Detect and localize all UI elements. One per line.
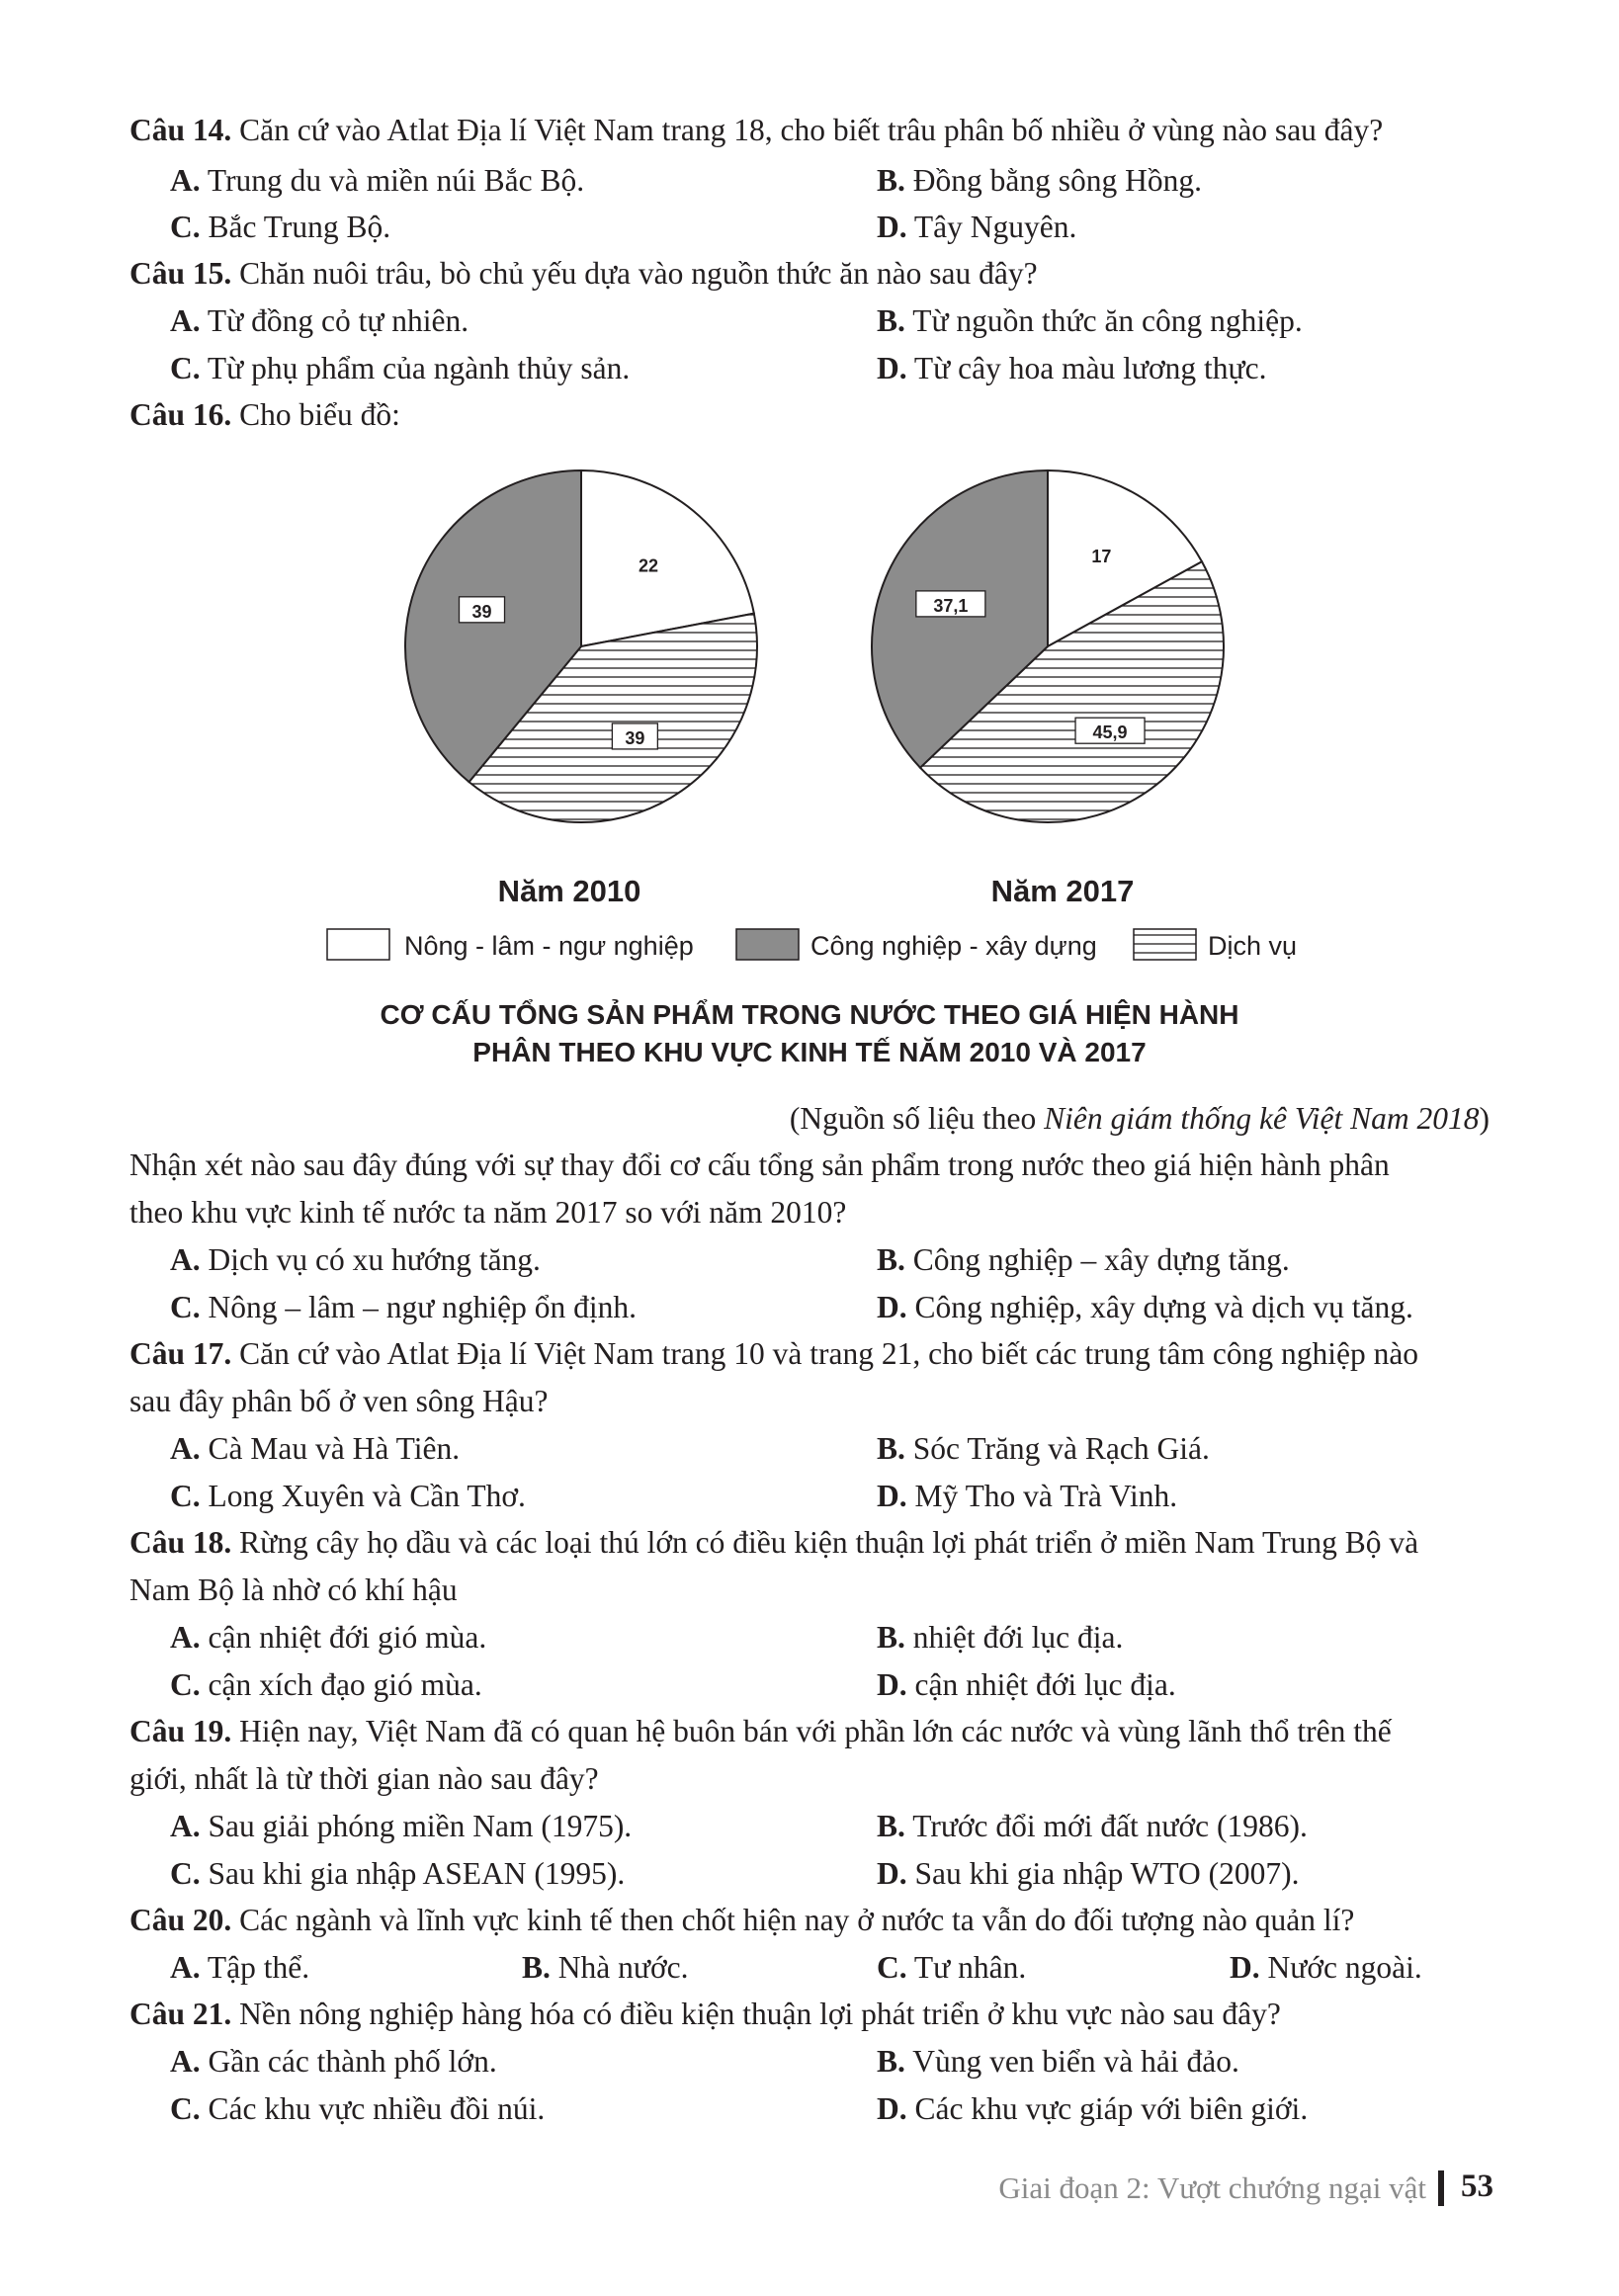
chart-caption-line1: CƠ CẤU TỔNG SẢN PHẨM TRONG NƯỚC THEO GIÁ HIỆN HÀNH (380, 999, 1239, 1030)
option-a: A. cận nhiệt đới gió mùa. (170, 1620, 487, 1655)
option-c: C. Long Xuyên và Cần Thơ. (170, 1479, 526, 1513)
data-label: 37,1 (933, 595, 969, 616)
option-b: B. Sóc Trăng và Rạch Giá. (877, 1431, 1210, 1466)
legend-label-cong-nghiep: Công nghiệp - xây dựng (810, 931, 1097, 961)
question-text: Căn cứ vào Atlat Địa lí Việt Nam trang 10 và trang 21, cho biết các trung tâm công nghiệp nào (231, 1336, 1419, 1371)
question-16-stem-line1: Nhận xét nào sau đây đúng với sự thay đổi cơ cấu tổng sản phẩm trong nước theo giá hiện hành phân (129, 1148, 1390, 1182)
question-text: Căn cứ vào Atlat Địa lí Việt Nam trang 18, cho biết trâu phân bố nhiều ở vùng nào sau đây? (231, 113, 1384, 147)
legend-label-nong-lam-ngu: Nông - lâm - ngư nghiệp (404, 931, 694, 961)
question-text: Chăn nuôi trâu, bò chủ yếu dựa vào nguồn thức ăn nào sau đây? (231, 256, 1038, 291)
question-label: Câu 15. (129, 256, 232, 291)
question-20 (129, 1901, 1503, 1940)
question-text: Rừng cây họ dầu và các loại thú lớn có điều kiện thuận lợi phát triển ở miền Nam Trung Bộ và (231, 1525, 1419, 1560)
option-a: A. Gần các thành phố lớn. (170, 2044, 497, 2079)
question-label: Câu 16. (129, 397, 232, 432)
data-label: 39 (625, 727, 645, 748)
option-a: A. Cà Mau và Hà Tiên. (170, 1431, 461, 1466)
option-d: D. Từ cây hoa màu lương thực. (877, 351, 1267, 385)
chart-source: (Nguồn số liệu theo Niên giám thống kê Việt Nam 2018) (789, 1101, 1490, 1136)
option-c: C. Bắc Trung Bộ. (170, 210, 391, 244)
option-a: A. Sau giải phóng miền Nam (1975). (170, 1809, 633, 1843)
option-d: D. Sau khi gia nhập WTO (2007). (877, 1856, 1300, 1891)
option-d: D. cận nhiệt đới lục địa. (877, 1667, 1176, 1702)
option-d: D. Các khu vực giáp với biên giới. (877, 2091, 1309, 2126)
pie-title-2010: Năm 2010 (497, 874, 641, 908)
question-text: Cho biểu đồ: (231, 397, 400, 432)
option-c: C. cận xích đạo gió mùa. (170, 1667, 482, 1702)
chart-caption-line2: PHÂN THEO KHU VỰC KINH TẾ NĂM 2010 VÀ 2017 (472, 1037, 1147, 1067)
option-d: D. Tây Nguyên. (877, 210, 1077, 244)
pie-title-2017: Năm 2017 (990, 874, 1135, 908)
option-b: B. Công nghiệp – xây dựng tăng. (877, 1242, 1290, 1277)
question-label: Câu 21. (129, 1997, 232, 2031)
option-b: B. Đồng bằng sông Hồng. (877, 163, 1203, 198)
option-b: B. Vùng ven biển và hải đảo. (877, 2044, 1239, 2079)
option-b: B. Nhà nước. (522, 1950, 689, 1985)
option-b: B. Từ nguồn thức ăn công nghiệp. (877, 303, 1303, 338)
question-text: Các ngành và lĩnh vực kinh tế then chốt hiện nay ở nước ta vẫn do đối tượng nào quản lí? (231, 1903, 1355, 1937)
question-21 (129, 1995, 1503, 2034)
question-17-line2: sau đây phân bố ở ven sông Hậu? (129, 1384, 549, 1418)
legend-swatch-dich-vu (1134, 929, 1196, 960)
option-c: C. Tư nhân. (877, 1950, 1027, 1985)
option-a: A. Tập thể. (170, 1950, 310, 1985)
pie-charts (0, 0, 1619, 988)
option-c: C. Sau khi gia nhập ASEAN (1995). (170, 1856, 626, 1891)
question-label: Câu 18. (129, 1525, 232, 1560)
option-a: A. Từ đồng cỏ tự nhiên. (170, 303, 469, 338)
legend-swatch-cong-nghiep (736, 929, 799, 960)
pies-group (405, 470, 1224, 822)
question-18 (129, 1523, 1503, 1563)
question-label: Câu 20. (129, 1903, 232, 1937)
question-label: Câu 19. (129, 1714, 232, 1748)
option-a: A. Dịch vụ có xu hướng tăng. (170, 1242, 541, 1277)
footer-divider (1438, 2170, 1444, 2206)
option-d: D. Nước ngoài. (1230, 1950, 1422, 1985)
data-label: 22 (639, 555, 659, 576)
option-d: D. Mỹ Tho và Trà Vinh. (877, 1479, 1178, 1513)
option-c: C. Nông – lâm – ngư nghiệp ổn định. (170, 1290, 638, 1324)
question-17 (129, 1334, 1503, 1374)
option-d: D. Công nghiệp, xây dựng và dịch vụ tăng. (877, 1290, 1413, 1324)
page-number: 53 (1461, 2168, 1493, 2204)
question-18-line2: Nam Bộ là nhờ có khí hậu (129, 1573, 458, 1607)
question-text: Hiện nay, Việt Nam đã có quan hệ buôn bán với phần lớn các nước và vùng lãnh thổ trên thế (231, 1714, 1392, 1748)
footer-section-title: Giai đoạn 2: Vượt chướng ngại vật (998, 2170, 1426, 2205)
option-b: B. nhiệt đới lục địa. (877, 1620, 1124, 1655)
option-a: A. Trung du và miền núi Bắc Bộ. (170, 163, 585, 198)
option-c: C. Từ phụ phẩm của ngành thủy sản. (170, 351, 631, 385)
question-19-line2: giới, nhất là từ thời gian nào sau đây? (129, 1761, 599, 1796)
question-19 (129, 1712, 1503, 1751)
data-label: 17 (1091, 547, 1112, 567)
question-16-stem-line2: theo khu vực kinh tế nước ta năm 2017 so với năm 2010? (129, 1195, 847, 1230)
legend-swatch-nong-lam-ngu (327, 929, 389, 960)
question-text: Nền nông nghiệp hàng hóa có điều kiện thuận lợi phát triển ở khu vực nào sau đây? (231, 1997, 1281, 2031)
data-label: 45,9 (1092, 723, 1128, 743)
data-label: 39 (471, 601, 492, 622)
option-c: C. Các khu vực nhiều đồi núi. (170, 2091, 546, 2126)
legend-label-dich-vu: Dịch vụ (1208, 931, 1298, 961)
question-label: Câu 14. (129, 113, 232, 147)
question-label: Câu 17. (129, 1336, 232, 1371)
option-b: B. Trước đổi mới đất nước (1986). (877, 1809, 1308, 1843)
